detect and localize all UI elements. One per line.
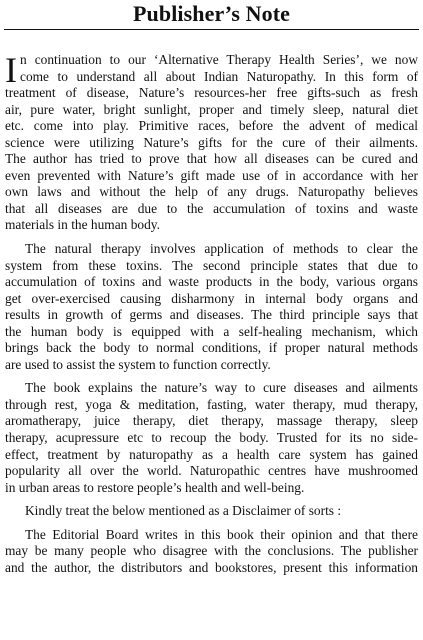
- text-line: etc. come into play. Primitive races, before the advent of medical: [5, 118, 418, 134]
- text-line: are used to assist the system to function correctly.: [5, 356, 271, 372]
- text-line: own laws and without the help of any drugs. Naturopathy believes: [5, 184, 418, 200]
- text-line: results in growth of germs and diseases. The third principle says that: [5, 307, 418, 323]
- text-line: and the author, the distributors and bookstores, present this information: [5, 559, 418, 575]
- text-line: accumulation of toxins and waste products in the body, various organs: [5, 274, 418, 290]
- text-line: the human body is equipped with a self-healing mechanism, which: [5, 323, 418, 339]
- paragraph-intro: [5, 50, 418, 90]
- text-line: The author has tried to prove that how all diseases can be cured and: [5, 151, 418, 167]
- paragraph-gap: [5, 496, 418, 503]
- paragraph-gap: [5, 234, 418, 241]
- text-line: get over-exercised causing disharmony in internal body organs and: [5, 290, 418, 306]
- text-line: popularity all over the world. Naturopathic centres have mushroomed: [5, 463, 418, 479]
- text-line: effect, treatment by naturopathy as a health care system has gained: [5, 446, 418, 462]
- text-line: The natural therapy involves application of methods to clear the: [25, 241, 418, 257]
- note-body: [5, 52, 418, 576]
- paragraph-gap: [5, 373, 418, 380]
- paragraph-editorial: [5, 527, 418, 577]
- text-line: that all diseases are due to the accumulation of toxins and waste: [5, 200, 418, 216]
- text-line: may be many people who disagree with the conclusions. The publisher: [5, 543, 418, 559]
- paragraph-intro-continued: [5, 85, 418, 234]
- text-line: through rest, yoga & meditation, fasting, water therapy, mud therapy,: [5, 396, 418, 412]
- text-line: air, pure water, bright sunlight, proper and timely sleep, natural diet: [5, 101, 418, 117]
- text-line: Kindly treat the below mentioned as a Disclaimer of sorts :: [25, 503, 342, 519]
- text-line: even prevented with Nature’s gift made use of in accordance with her: [5, 167, 418, 183]
- page-title: Publisher’s Note: [132, 1, 290, 26]
- paragraph-gap: [5, 520, 418, 527]
- text-line: materials in the human body.: [5, 217, 160, 233]
- paragraph-therapies: [5, 380, 418, 496]
- text-line: brings back the body to normal conditions, if proper natural methods: [5, 340, 418, 356]
- text-line: therapy, acupressure etc to recoup the body. Trusted for its no side-: [5, 430, 418, 446]
- text-line: system from these toxins. The second principle states that due to: [5, 257, 418, 273]
- text-line: science were utilizing Nature’s gifts for the cure of their ailments.: [5, 134, 418, 150]
- text-line: n continuation to our ‘Alternative Therapy Health Series’, we now: [20, 52, 418, 67]
- text-line: treatment of disease, Nature’s resources-her free gifts-such as fresh: [5, 85, 418, 101]
- drop-cap: I: [5, 50, 17, 90]
- paragraph-disclaimer-intro: [5, 503, 418, 520]
- title-rule: [4, 29, 419, 30]
- paragraph-principles: [5, 241, 418, 373]
- text-line: The book explains the nature’s way to cure diseases and ailments: [25, 380, 418, 396]
- text-line: in urban areas to restore people’s health and well-being.: [5, 479, 305, 495]
- text-line: aromatherapy, juice therapy, diet therapy, massage therapy, sleep: [5, 413, 418, 429]
- text-line: The Editorial Board writes in this book their opinion and that there: [25, 526, 418, 542]
- text-line: come to understand all about Indian Naturopathy. In this form of: [20, 68, 418, 84]
